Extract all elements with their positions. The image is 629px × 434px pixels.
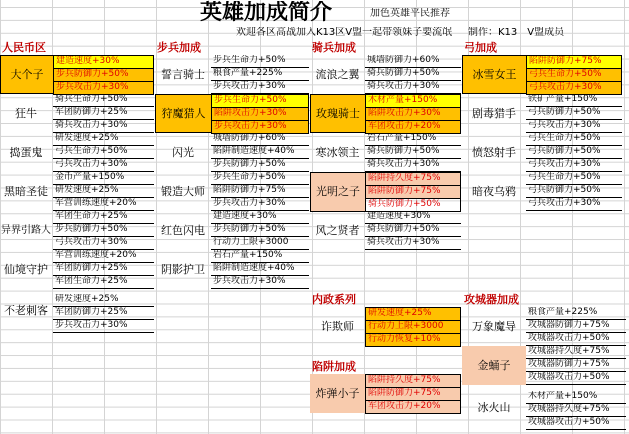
hero-name: 捣蛋鬼	[9, 145, 43, 159]
buff-cell: 攻城器攻击力+50%	[526, 372, 626, 385]
buff-cell: 步兵防御力+50%	[53, 224, 154, 237]
hero-name: 流浪之翼	[315, 67, 360, 81]
hero-name: 炸弹小子	[310, 374, 365, 413]
buff-cell: 步兵生命力+50%	[211, 94, 309, 108]
buff-cell: 陷阱持久度+75%	[365, 374, 461, 388]
section-header-cavalry: 骑兵加成	[312, 41, 356, 54]
buff-cell: 弓兵防御力+50%	[526, 146, 622, 159]
buff-cell: 弓兵攻击力+30%	[53, 237, 154, 250]
buff-cell: 步兵防御力+50%	[211, 159, 309, 172]
buff-cell: 金币产量+150%	[53, 172, 154, 185]
buff-cell: 弓兵攻击力+30%	[526, 81, 622, 95]
buff-cell: 骑兵防御力+50%	[365, 68, 461, 81]
page-subtitle: 加色英雄平民推荐	[370, 8, 450, 19]
section-header-siege: 攻城器加成	[464, 293, 519, 306]
hero-name: 异界引路人	[1, 224, 51, 236]
section-header-archer: 弓加成	[464, 41, 497, 54]
buff-cell: 攻城器持久度+75%	[526, 346, 626, 359]
section-header-internal: 内政系列	[312, 293, 356, 306]
buff-cell: 军团攻击力+20%	[365, 400, 461, 414]
buff-cell: 步兵生命力+50%	[211, 172, 309, 185]
buff-cell: 步兵攻击力+30%	[211, 198, 309, 211]
hero-name: 风之贤者	[315, 223, 360, 237]
buff-cell: 军团生命力+25%	[53, 211, 154, 224]
buff-cell: 步兵攻击力+30%	[53, 81, 154, 95]
buff-cell: 弓兵防御力+50%	[526, 107, 622, 120]
buff-cell: 岩石产量+150%	[211, 250, 309, 263]
hero-name: 阴影护卫	[161, 262, 205, 276]
hero-name: 玫瑰骑士	[310, 94, 366, 133]
buff-cell: 城墙防御力+60%	[365, 55, 461, 68]
buff-cell: 攻城器防御力+75%	[526, 359, 626, 372]
hero-name: 不老刺客	[4, 304, 48, 317]
buff-cell: 步兵生命力+50%	[211, 55, 309, 68]
buff-cell: 陷阱防御力+75%	[365, 185, 461, 199]
buff-cell: 研发速度+25%	[365, 307, 461, 321]
buff-cell: 步兵攻击力+30%	[211, 120, 309, 134]
buff-cell: 步兵防御力+50%	[211, 224, 309, 237]
buff-cell: 步兵防御力+50%	[53, 68, 154, 82]
buff-cell: 建造速度+30%	[211, 211, 309, 224]
buff-cell: 步兵攻击力+30%	[211, 81, 309, 94]
buff-cell: 铁矿产量+150%	[526, 94, 622, 107]
buff-cell: 弓兵攻击力+30%	[526, 120, 622, 133]
section-header-trap: 陷阱加成	[312, 360, 356, 373]
hero-name: 黑暗圣徒	[4, 184, 48, 198]
buff-cell: 岩石产量+150%	[365, 133, 461, 146]
buff-cell: 攻城器攻击力+50%	[526, 333, 626, 346]
hero-name: 冰火山	[477, 400, 511, 414]
buff-cell: 骑兵防御力+50%	[365, 224, 461, 237]
hero-name: 仙境守护	[4, 262, 48, 276]
hero-name: 锻造大师	[161, 184, 205, 198]
credit-text: 制作：K13 V盟成员	[468, 27, 565, 38]
hero-name: 剧毒猎手	[472, 106, 516, 120]
buff-cell: 行动力上限+3000	[211, 237, 309, 250]
buff-cell: 军营训练速度+20%	[53, 198, 154, 211]
buff-cell: 军营训练速度+20%	[53, 250, 154, 263]
section-header-rmb: 人民币区	[2, 41, 46, 54]
buff-cell: 弓兵生命力+50%	[526, 68, 622, 82]
buff-cell: 弓兵生命力+50%	[526, 133, 622, 146]
buff-cell: 陷阱制造速度+40%	[211, 263, 309, 276]
hero-name: 誓言骑士	[161, 67, 205, 81]
hero-name: 寒冰领主	[315, 145, 360, 159]
buff-cell: 攻城器防御力+75%	[526, 320, 626, 333]
buff-cell: 粮食产量+225%	[211, 68, 309, 81]
hero-name: 大个子	[0, 55, 54, 94]
buff-cell: 弓兵攻击力+30%	[526, 159, 622, 172]
buff-cell: 陷阱持久度+75%	[365, 172, 461, 186]
buff-cell: 军团生命力+25%	[53, 276, 154, 289]
buff-cell: 城墙防御力+60%	[211, 133, 309, 146]
hero-name: 诈欺师	[321, 319, 354, 333]
buff-cell: 骑兵攻击力+30%	[365, 237, 461, 250]
buff-cell: 骑兵攻击力+30%	[53, 120, 154, 133]
buff-cell: 陷阱防御力+75%	[526, 55, 622, 69]
buff-cell: 行动力上限+3000	[365, 320, 461, 334]
buff-cell: 陷阱攻击力+30%	[365, 107, 461, 121]
buff-cell: 攻城器攻击力+50%	[526, 417, 626, 430]
buff-cell: 军团防御力+25%	[53, 107, 154, 120]
intro-text: 欢迎各区高战加入K13区V盟一起带领妹子要流氓	[236, 27, 453, 38]
buff-cell: 骑兵生命力+50%	[53, 94, 154, 107]
hero-name: 红色闪电	[161, 223, 205, 237]
buff-cell: 骑兵攻击力+30%	[365, 159, 461, 172]
buff-cell: 骑兵防御力+50%	[365, 146, 461, 159]
buff-cell: 木材产量+150%	[365, 94, 461, 108]
buff-cell: 粮食产量+225%	[526, 307, 626, 320]
hero-name: 金蛹子	[462, 346, 526, 385]
hero-name: 愤怒射手	[472, 145, 516, 159]
buff-cell: 步兵攻击力+30%	[53, 320, 154, 333]
buff-cell: 研发速度+25%	[53, 294, 154, 307]
buff-cell: 陷阱制造速度+40%	[211, 146, 309, 159]
buff-cell: 陷阱防御力+75%	[211, 185, 309, 198]
section-header-infantry: 步兵加成	[157, 41, 201, 54]
buff-cell: 骑兵防御力+50%	[365, 198, 461, 212]
buff-cell: 建造速度+30%	[53, 55, 154, 69]
hero-name: 光明之子	[310, 172, 366, 212]
buff-cell: 陷阱防御力+75%	[365, 387, 461, 401]
buff-cell: 弓兵攻击力+30%	[53, 159, 154, 172]
hero-name: 狩魔猎人	[155, 94, 212, 133]
hero-name: 暗夜乌鸦	[472, 184, 516, 198]
page-title: 英雄加成简介	[200, 1, 333, 25]
buff-cell: 建造速度+30%	[365, 211, 461, 224]
hero-name: 冰雪女王	[462, 55, 527, 94]
buff-cell: 军团防御力+25%	[53, 263, 154, 276]
buff-cell: 军团攻击力+20%	[365, 120, 461, 134]
buff-cell: 研发速度+25%	[53, 185, 154, 198]
buff-cell: 弓兵攻击力+30%	[526, 198, 622, 211]
buff-cell: 弓兵生命力+50%	[53, 146, 154, 159]
buff-cell: 弓兵防御力+50%	[526, 185, 622, 198]
hero-name: 狂牛	[15, 106, 37, 120]
buff-cell: 木材产量+150%	[526, 391, 626, 404]
hero-name: 万象魔导	[472, 319, 516, 333]
buff-cell: 行动力恢复+10%	[365, 333, 461, 347]
buff-cell: 步兵攻击力+30%	[211, 276, 309, 289]
buff-cell: 攻城器持久度+75%	[526, 404, 626, 417]
buff-cell: 陷阱攻击力+30%	[211, 107, 309, 121]
buff-cell: 骑兵攻击力+30%	[365, 81, 461, 94]
buff-cell: 军团防御力+25%	[53, 307, 154, 320]
buff-cell: 弓兵生命力+50%	[526, 172, 622, 185]
hero-name: 闪光	[172, 145, 194, 159]
buff-cell: 研发速度+25%	[53, 133, 154, 146]
